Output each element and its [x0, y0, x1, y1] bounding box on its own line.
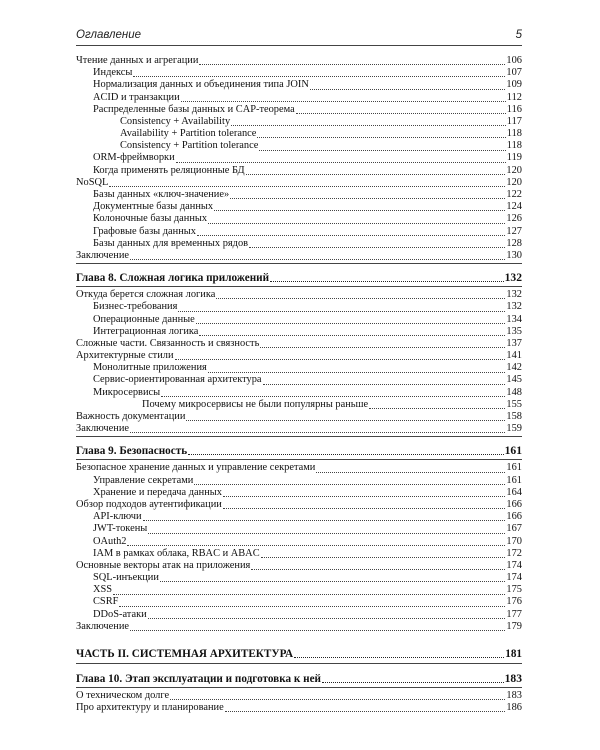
- toc-entry-page: 106: [506, 54, 522, 66]
- dot-leader: [130, 259, 505, 260]
- toc-entry[interactable]: [76, 140, 522, 152]
- toc-entry[interactable]: [76, 289, 522, 301]
- dot-leader: [263, 384, 506, 385]
- toc-entry-page: 177: [506, 608, 522, 620]
- toc-chapter-entry[interactable]: [76, 271, 522, 287]
- toc-entry-title: Важность документации: [76, 411, 186, 423]
- dot-leader: [316, 472, 505, 473]
- toc-entry-page: 137: [506, 337, 522, 349]
- toc-entry-page: 120: [506, 164, 522, 176]
- toc-entry-page: 183: [504, 672, 522, 686]
- toc-entry-title: Распределенные базы данных и CAP-теорема: [93, 103, 295, 115]
- toc-entry-title: Глава 8. Сложная логика приложений: [76, 272, 270, 285]
- toc-entry-title: Базы данных «ключ-значение»: [93, 189, 230, 201]
- toc-entry-page: 183: [506, 690, 522, 702]
- toc-entry-title: Основные векторы атак на приложения: [76, 559, 251, 571]
- toc-entry[interactable]: [76, 250, 522, 264]
- toc-entry-page: 158: [506, 411, 522, 423]
- toc-entry-title: ЧАСТЬ II. СИСТЕМНАЯ АРХИТЕКТУРА: [76, 648, 294, 661]
- toc-entry[interactable]: [76, 487, 522, 499]
- toc-entry[interactable]: [76, 201, 522, 213]
- toc-entry-title: Операционные данные: [93, 313, 195, 325]
- toc-entry[interactable]: [76, 536, 522, 548]
- toc-entry[interactable]: [76, 375, 522, 387]
- toc-entry[interactable]: [76, 362, 522, 374]
- toc-entry-page: 119: [506, 152, 522, 164]
- toc-entry[interactable]: [76, 523, 522, 535]
- dot-leader: [199, 335, 505, 336]
- toc-entry-title: Чтение данных и агрегации: [76, 54, 199, 66]
- table-of-contents: [76, 55, 522, 714]
- toc-entry-page: 109: [506, 79, 522, 91]
- toc-entry-title: API-ключи: [93, 511, 142, 523]
- toc-entry-title: CSRF: [93, 596, 119, 608]
- dot-leader: [178, 311, 505, 312]
- dot-leader: [208, 372, 506, 373]
- toc-entry-title: Availability + Partition tolerance: [120, 128, 257, 140]
- toc-entry-title: Интеграционная логика: [93, 325, 199, 337]
- dot-leader: [188, 454, 503, 455]
- toc-entry-page: 124: [506, 201, 522, 213]
- toc-entry[interactable]: [76, 301, 522, 313]
- toc-entry-page: 132: [506, 289, 522, 301]
- dot-leader: [230, 198, 505, 199]
- toc-entry[interactable]: [76, 690, 522, 702]
- toc-entry[interactable]: [76, 423, 522, 437]
- toc-entry[interactable]: [76, 67, 522, 79]
- toc-entry-title: Сервис-ориентированная архитектура: [93, 374, 262, 386]
- dot-leader: [216, 298, 505, 299]
- toc-entry-page: 130: [506, 249, 522, 261]
- toc-entry-title: Consistency + Partition tolerance: [120, 140, 259, 152]
- page-number: 5: [515, 29, 522, 41]
- toc-entry[interactable]: [76, 475, 522, 487]
- toc-entry-title: IAM в рамках облака, RBAC и ABAC: [93, 547, 260, 559]
- toc-entry[interactable]: [76, 153, 522, 165]
- dot-leader: [223, 496, 505, 497]
- toc-entry-title: Графовые базы данных: [93, 225, 196, 237]
- toc-entry-page: 107: [506, 67, 522, 79]
- dot-leader: [133, 76, 505, 77]
- toc-entry-title: Документные базы данных: [93, 201, 214, 213]
- dot-leader: [170, 699, 505, 700]
- toc-entry-title: Базы данных для временных рядов: [93, 237, 249, 249]
- toc-entry-title: DDoS-атаки: [93, 608, 147, 620]
- dot-leader: [223, 508, 506, 509]
- toc-entry-title: Заключение: [76, 423, 129, 435]
- toc-entry-title: Микросервисы: [93, 386, 161, 398]
- toc-entry-title: Нормализация данных и объединения типа JOIN: [93, 79, 309, 91]
- toc-entry-title: О техническом долге: [76, 690, 170, 702]
- toc-entry-page: 126: [506, 213, 522, 225]
- dot-leader: [208, 223, 505, 224]
- toc-entry[interactable]: [76, 548, 522, 560]
- toc-entry-title: Архитектурные стили: [76, 350, 174, 362]
- toc-entry[interactable]: [76, 399, 522, 411]
- dot-leader: [127, 545, 505, 546]
- dot-leader: [181, 101, 506, 102]
- toc-entry-title: ACID и транзакции: [93, 91, 180, 103]
- toc-entry-page: 159: [506, 423, 522, 435]
- toc-entry-title: Про архитектуру и планирование: [76, 702, 224, 714]
- toc-entry-title: Колоночные базы данных: [93, 213, 208, 225]
- toc-entry[interactable]: [76, 350, 522, 362]
- toc-entry-title: Consistency + Availability: [120, 115, 231, 127]
- toc-entry[interactable]: [76, 597, 522, 609]
- toc-entry[interactable]: [76, 92, 522, 104]
- dot-leader: [310, 89, 506, 90]
- toc-entry-title: Откуда берется сложная логика: [76, 289, 216, 301]
- toc-entry[interactable]: [76, 238, 522, 250]
- dot-leader: [175, 359, 506, 360]
- toc-entry[interactable]: [76, 572, 522, 584]
- toc-entry-page: 181: [505, 648, 522, 661]
- toc-entry-page: 172: [506, 547, 522, 559]
- toc-entry-page: 161: [504, 444, 522, 458]
- dot-leader: [322, 682, 504, 683]
- toc-entry[interactable]: [76, 104, 522, 116]
- toc-entry-page: 128: [506, 237, 522, 249]
- toc-entry-page: 142: [506, 362, 522, 374]
- dot-leader: [231, 125, 506, 126]
- toc-entry-page: 174: [506, 572, 522, 584]
- dot-leader: [270, 281, 504, 282]
- header-rule: [76, 45, 522, 46]
- toc-chapter-entry[interactable]: [76, 672, 522, 688]
- dot-leader: [161, 396, 505, 397]
- toc-entry-title: Почему микросервисы не были популярны раньше: [142, 398, 369, 410]
- toc-entry-title: Безопасное хранение данных и управление секретами: [76, 462, 316, 474]
- running-header-title: Оглавление: [76, 29, 141, 41]
- toc-entry-page: 132: [506, 301, 522, 313]
- toc-entry-page: 161: [506, 474, 522, 486]
- toc-entry-title: Монолитные приложения: [93, 362, 207, 374]
- toc-entry[interactable]: [76, 55, 522, 67]
- toc-entry-page: 166: [506, 511, 522, 523]
- toc-entry-page: 145: [506, 374, 522, 386]
- toc-entry-page: 167: [506, 523, 522, 535]
- toc-entry-page: 120: [506, 176, 522, 188]
- toc-entry-page: 164: [506, 486, 522, 498]
- toc-entry[interactable]: [76, 165, 522, 177]
- toc-entry-page: 134: [506, 313, 522, 325]
- toc-entry[interactable]: [76, 560, 522, 572]
- toc-entry[interactable]: [76, 511, 522, 523]
- toc-entry-page: 148: [506, 386, 522, 398]
- toc-entry[interactable]: [76, 326, 522, 338]
- dot-leader: [160, 581, 505, 582]
- toc-entry-title: JWT-токены: [93, 523, 148, 535]
- toc-entry-title: ORM-фреймворки: [93, 152, 175, 164]
- dot-leader: [196, 323, 506, 324]
- dot-leader: [249, 247, 505, 248]
- toc-entry-title: SQL-инъекции: [93, 572, 159, 584]
- dot-leader: [148, 618, 506, 619]
- toc-entry[interactable]: [76, 621, 522, 633]
- dot-leader: [199, 64, 505, 65]
- toc-entry-title: Обзор подходов аутентификации: [76, 498, 222, 510]
- toc-entry[interactable]: [76, 609, 522, 621]
- toc-entry-title: Заключение: [76, 249, 129, 261]
- toc-entry-page: 166: [506, 498, 522, 510]
- dot-leader: [130, 630, 505, 631]
- toc-entry[interactable]: [76, 338, 522, 350]
- toc-entry[interactable]: [76, 387, 522, 399]
- toc-entry[interactable]: [76, 584, 522, 596]
- toc-entry[interactable]: [76, 226, 522, 238]
- toc-entry[interactable]: [76, 411, 522, 423]
- dot-leader: [246, 174, 506, 175]
- dot-leader: [148, 533, 505, 534]
- dot-leader: [251, 569, 505, 570]
- dot-leader: [260, 347, 505, 348]
- toc-entry-page: 161: [506, 462, 522, 474]
- toc-entry-page: 141: [506, 350, 522, 362]
- toc-entry-title: Сложные части. Связанность и связность: [76, 337, 260, 349]
- toc-entry-title: Когда применять реляционные БД: [93, 164, 245, 176]
- toc-entry[interactable]: [76, 116, 522, 128]
- toc-entry-title: Заключение: [76, 620, 129, 632]
- dot-leader: [143, 520, 506, 521]
- dot-leader: [257, 137, 505, 138]
- dot-leader: [194, 484, 505, 485]
- toc-entry-page: 135: [506, 325, 522, 337]
- toc-entry-title: OAuth2: [93, 535, 127, 547]
- dot-leader: [109, 186, 505, 187]
- toc-entry-page: 176: [506, 596, 522, 608]
- dot-leader: [259, 150, 505, 151]
- toc-entry-title: Индексы: [93, 67, 133, 79]
- dot-leader: [214, 210, 505, 211]
- toc-entry-page: 132: [504, 271, 522, 285]
- toc-entry[interactable]: [76, 702, 522, 714]
- toc-entry[interactable]: [76, 177, 522, 189]
- toc-entry[interactable]: [76, 189, 522, 201]
- toc-entry[interactable]: [76, 79, 522, 91]
- toc-entry-title: Хранение и передача данных: [93, 486, 222, 498]
- running-header: [76, 29, 522, 45]
- toc-chapter-entry[interactable]: [76, 444, 522, 460]
- dot-leader: [197, 235, 505, 236]
- dot-leader: [294, 657, 504, 658]
- toc-entry[interactable]: [76, 499, 522, 511]
- toc-part-entry[interactable]: [76, 647, 522, 664]
- toc-entry-title: Глава 10. Этап эксплуатации и подготовка к ней: [76, 673, 321, 686]
- toc-entry-page: 117: [506, 115, 522, 127]
- toc-entry-page: 175: [506, 584, 522, 596]
- toc-entry-page: 174: [506, 559, 522, 571]
- toc-entry-page: 127: [506, 225, 522, 237]
- toc-entry-page: 170: [506, 535, 522, 547]
- toc-entry-page: 155: [506, 398, 522, 410]
- toc-entry-title: NoSQL: [76, 176, 109, 188]
- dot-leader: [296, 113, 506, 114]
- toc-entry[interactable]: [76, 128, 522, 140]
- toc-entry[interactable]: [76, 213, 522, 225]
- toc-entry-title: Бизнес-требования: [93, 301, 178, 313]
- dot-leader: [130, 432, 505, 433]
- dot-leader: [113, 594, 505, 595]
- dot-leader: [119, 606, 505, 607]
- dot-leader: [186, 420, 505, 421]
- toc-entry-page: 122: [506, 189, 522, 201]
- dot-leader: [225, 711, 506, 712]
- dot-leader: [176, 162, 506, 163]
- toc-entry-page: 179: [506, 620, 522, 632]
- toc-entry-title: XSS: [93, 584, 113, 596]
- dot-leader: [369, 408, 505, 409]
- dot-leader: [261, 557, 506, 558]
- toc-entry[interactable]: [76, 314, 522, 326]
- toc-entry-page: 186: [506, 702, 522, 714]
- toc-entry-title: Управление секретами: [93, 474, 194, 486]
- toc-entry-title: Глава 9. Безопасность: [76, 445, 188, 458]
- toc-entry-page: 118: [506, 128, 522, 140]
- toc-entry[interactable]: [76, 462, 522, 474]
- toc-entry-page: 116: [506, 103, 522, 115]
- toc-entry-page: 112: [506, 91, 522, 103]
- toc-entry-page: 118: [506, 140, 522, 152]
